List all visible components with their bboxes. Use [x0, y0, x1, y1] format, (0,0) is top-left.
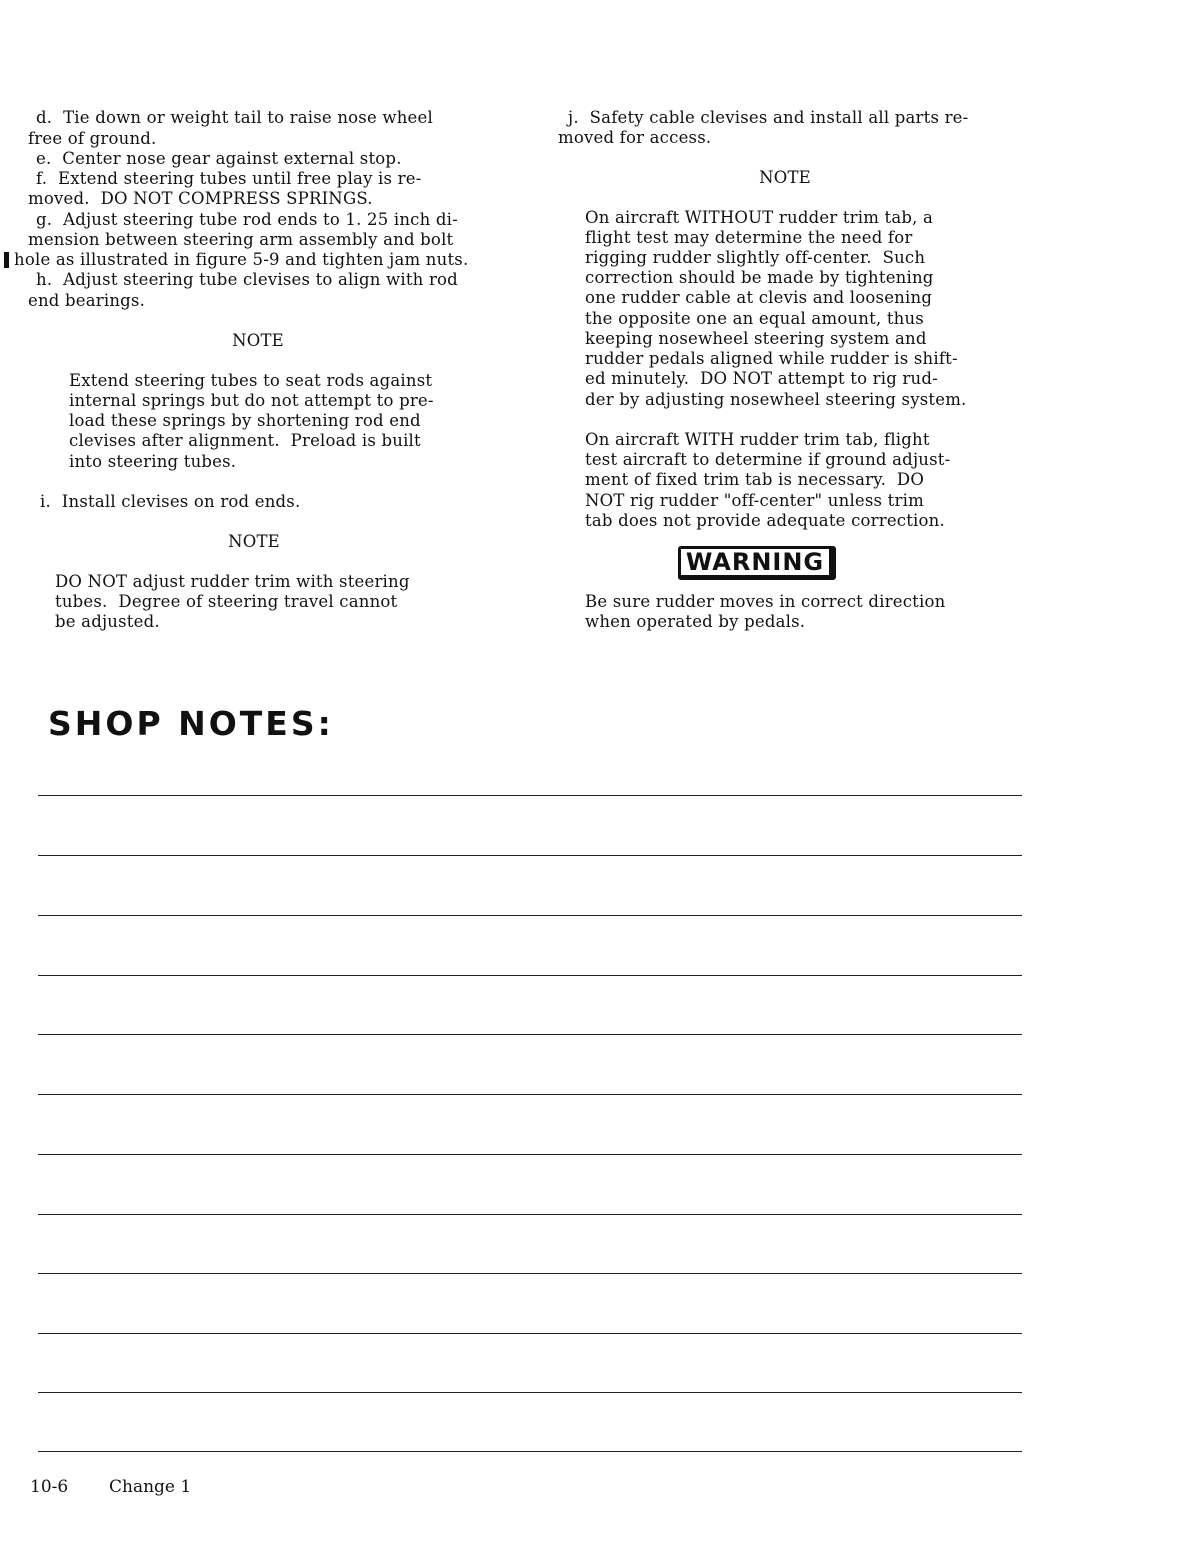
- note-line: clevises after alignment. Preload is built: [69, 431, 421, 450]
- note-writing-line: [38, 1273, 1022, 1274]
- note-heading: NOTE: [228, 532, 280, 551]
- para-j-line: moved for access.: [558, 128, 712, 147]
- para-h-line: end bearings.: [28, 291, 146, 310]
- para-d-line: free of ground.: [28, 129, 157, 148]
- note-writing-line: [38, 975, 1022, 976]
- shop-notes-title: SHOP NOTES:: [48, 704, 334, 743]
- note-line: flight test may determine the need for: [585, 228, 913, 247]
- para-g-line: mension between steering arm assembly and bolt: [28, 230, 454, 249]
- note-line: load these springs by shortening rod end: [69, 411, 421, 430]
- para-g-line: g. Adjust steering tube rod ends to 1. 25 inch di-: [36, 210, 458, 229]
- para-d-line: d. Tie down or weight tail to raise nose wheel: [36, 108, 433, 127]
- note-heading: NOTE: [759, 168, 811, 187]
- note-line: keeping nosewheel steering system and: [585, 329, 927, 348]
- note-line: On aircraft WITHOUT rudder trim tab, a: [585, 208, 934, 227]
- note-writing-line: [38, 1214, 1022, 1215]
- note-line: test aircraft to determine if ground adjust-: [585, 450, 951, 469]
- note-line: one rudder cable at clevis and loosening: [585, 288, 933, 307]
- note-line: be adjusted.: [55, 612, 160, 631]
- note-line: tab does not provide adequate correction.: [585, 511, 945, 530]
- note-writing-line: [38, 855, 1022, 856]
- note-line: ed minutely. DO NOT attempt to rig rud-: [585, 369, 938, 388]
- note-line: ment of fixed trim tab is necessary. DO: [585, 470, 925, 489]
- para-g-line: hole as illustrated in figure 5-9 and tighten jam nuts.: [14, 250, 469, 269]
- note-line: into steering tubes.: [69, 452, 237, 471]
- warning-line: when operated by pedals.: [585, 612, 806, 631]
- note-line: tubes. Degree of steering travel cannot: [55, 592, 398, 611]
- change-bar: [4, 252, 9, 268]
- note-heading: NOTE: [232, 331, 284, 350]
- note-line: der by adjusting nosewheel steering system.: [585, 390, 967, 409]
- note-line: the opposite one an equal amount, thus: [585, 309, 924, 328]
- note-line: internal springs but do not attempt to pre-: [69, 391, 434, 410]
- page-number: 10-6: [30, 1477, 69, 1497]
- note-writing-line: [38, 795, 1022, 796]
- note-line: correction should be made by tightening: [585, 268, 934, 287]
- note-line: Extend steering tubes to seat rods against: [69, 371, 433, 390]
- note-writing-line: [38, 1094, 1022, 1095]
- note-writing-line: [38, 915, 1022, 916]
- note-line: rigging rudder slightly off-center. Such: [585, 248, 926, 267]
- note-line: DO NOT adjust rudder trim with steering: [55, 572, 410, 591]
- note-writing-line: [38, 1034, 1022, 1035]
- note-writing-line: [38, 1392, 1022, 1393]
- note-writing-line: [38, 1333, 1022, 1334]
- note-line: On aircraft WITH rudder trim tab, flight: [585, 430, 930, 449]
- change-label: Change 1: [109, 1477, 192, 1497]
- para-h-line: h. Adjust steering tube clevises to align with rod: [36, 270, 458, 289]
- para-j-line: j. Safety cable clevises and install all parts re-: [568, 108, 969, 127]
- warning-badge: WARNING: [678, 546, 836, 580]
- para-i-line: i. Install clevises on rod ends.: [40, 492, 301, 511]
- note-line: rudder pedals aligned while rudder is shift-: [585, 349, 958, 368]
- note-line: NOT rig rudder "off-center" unless trim: [585, 491, 924, 510]
- note-writing-line: [38, 1154, 1022, 1155]
- para-e-line: e. Center nose gear against external stop.: [36, 149, 402, 168]
- note-writing-line: [38, 1451, 1022, 1452]
- para-f-line: moved. DO NOT COMPRESS SPRINGS.: [28, 189, 373, 208]
- para-f-line: f. Extend steering tubes until free play is re-: [36, 169, 422, 188]
- warning-line: Be sure rudder moves in correct direction: [585, 592, 946, 611]
